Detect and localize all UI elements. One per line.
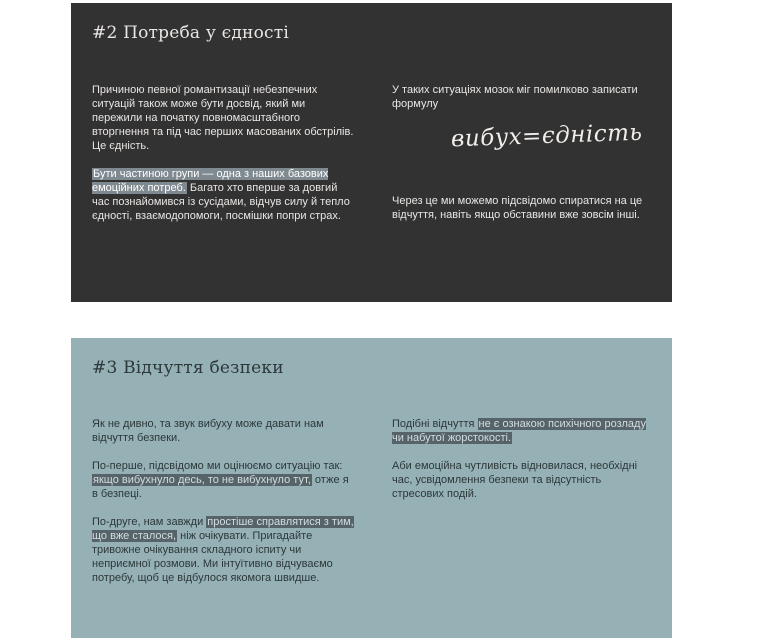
left-column <box>92 83 354 237</box>
paragraph <box>392 417 654 445</box>
highlighted-text: Бути частиною групи — одна з наших базових емоційних потреб. <box>92 168 329 194</box>
slide-unity-need <box>71 3 672 302</box>
slide-sense-of-safety <box>71 338 672 638</box>
highlighted-text: не є ознакою психічного розладу чи набутої жорстокості. <box>392 418 646 444</box>
paragraph: Через це ми можемо підсвідомо спиратися на це відчуття, навіть якщо обставини вже зовсім інші. <box>392 195 643 221</box>
slide-title: #3 Відчуття безпеки <box>92 358 284 378</box>
paragraph-text: Багато хто вперше за довгий час познайомився із сусідами, відчув силу й тепло єдності, взаємодопомоги, посмішки попри страх. <box>92 182 350 222</box>
paragraph-text: Подібні відчуття <box>392 418 478 430</box>
paragraph <box>92 167 354 223</box>
highlighted-text: простіше справлятися з тим, що вже сталося, <box>92 516 354 542</box>
paragraph: Аби емоційна чутливість відновилася, необхідні час, усвідомлення безпеки та відсутність стресових подій. <box>392 460 638 500</box>
paragraph-text: По-друге, нам завжди <box>92 516 207 528</box>
handwritten-formula: вибух=єдність <box>450 119 643 153</box>
paragraph <box>92 515 354 585</box>
paragraph: Як не дивно, та звук вибуху може давати нам відчуття безпеки. <box>92 418 324 444</box>
right-column <box>392 417 654 515</box>
paragraph: Причиною певної романтизації небезпечних ситуацій також може бути досвід, який ми пережили на початку повномасштабного вторгнення та під час перших масованих обстрілів. Це єдність. <box>92 84 354 152</box>
left-column <box>92 417 354 599</box>
highlighted-text: якщо вибухнуло десь, то не вибухнуло тут, <box>93 474 311 486</box>
paragraph-text: отже я в безпеці. <box>92 474 349 500</box>
paragraph: У таких ситуаціях мозок міг помилково записати формулу <box>392 84 638 110</box>
right-column-lower <box>392 194 654 236</box>
paragraph-text: ніж очікувати. Пригадайте тривожне очікування складного іспиту чи неприємної розмови. Ми інтуїтивно відчуваємо потребу, щоб це відбулося якомога швидше. <box>92 530 333 584</box>
right-column <box>392 83 654 125</box>
slide-title: #2 Потреба у єдності <box>92 23 289 43</box>
paragraph-text: По-перше, підсвідомо ми оцінюємо ситуацію так: <box>92 460 343 472</box>
paragraph <box>92 459 354 501</box>
